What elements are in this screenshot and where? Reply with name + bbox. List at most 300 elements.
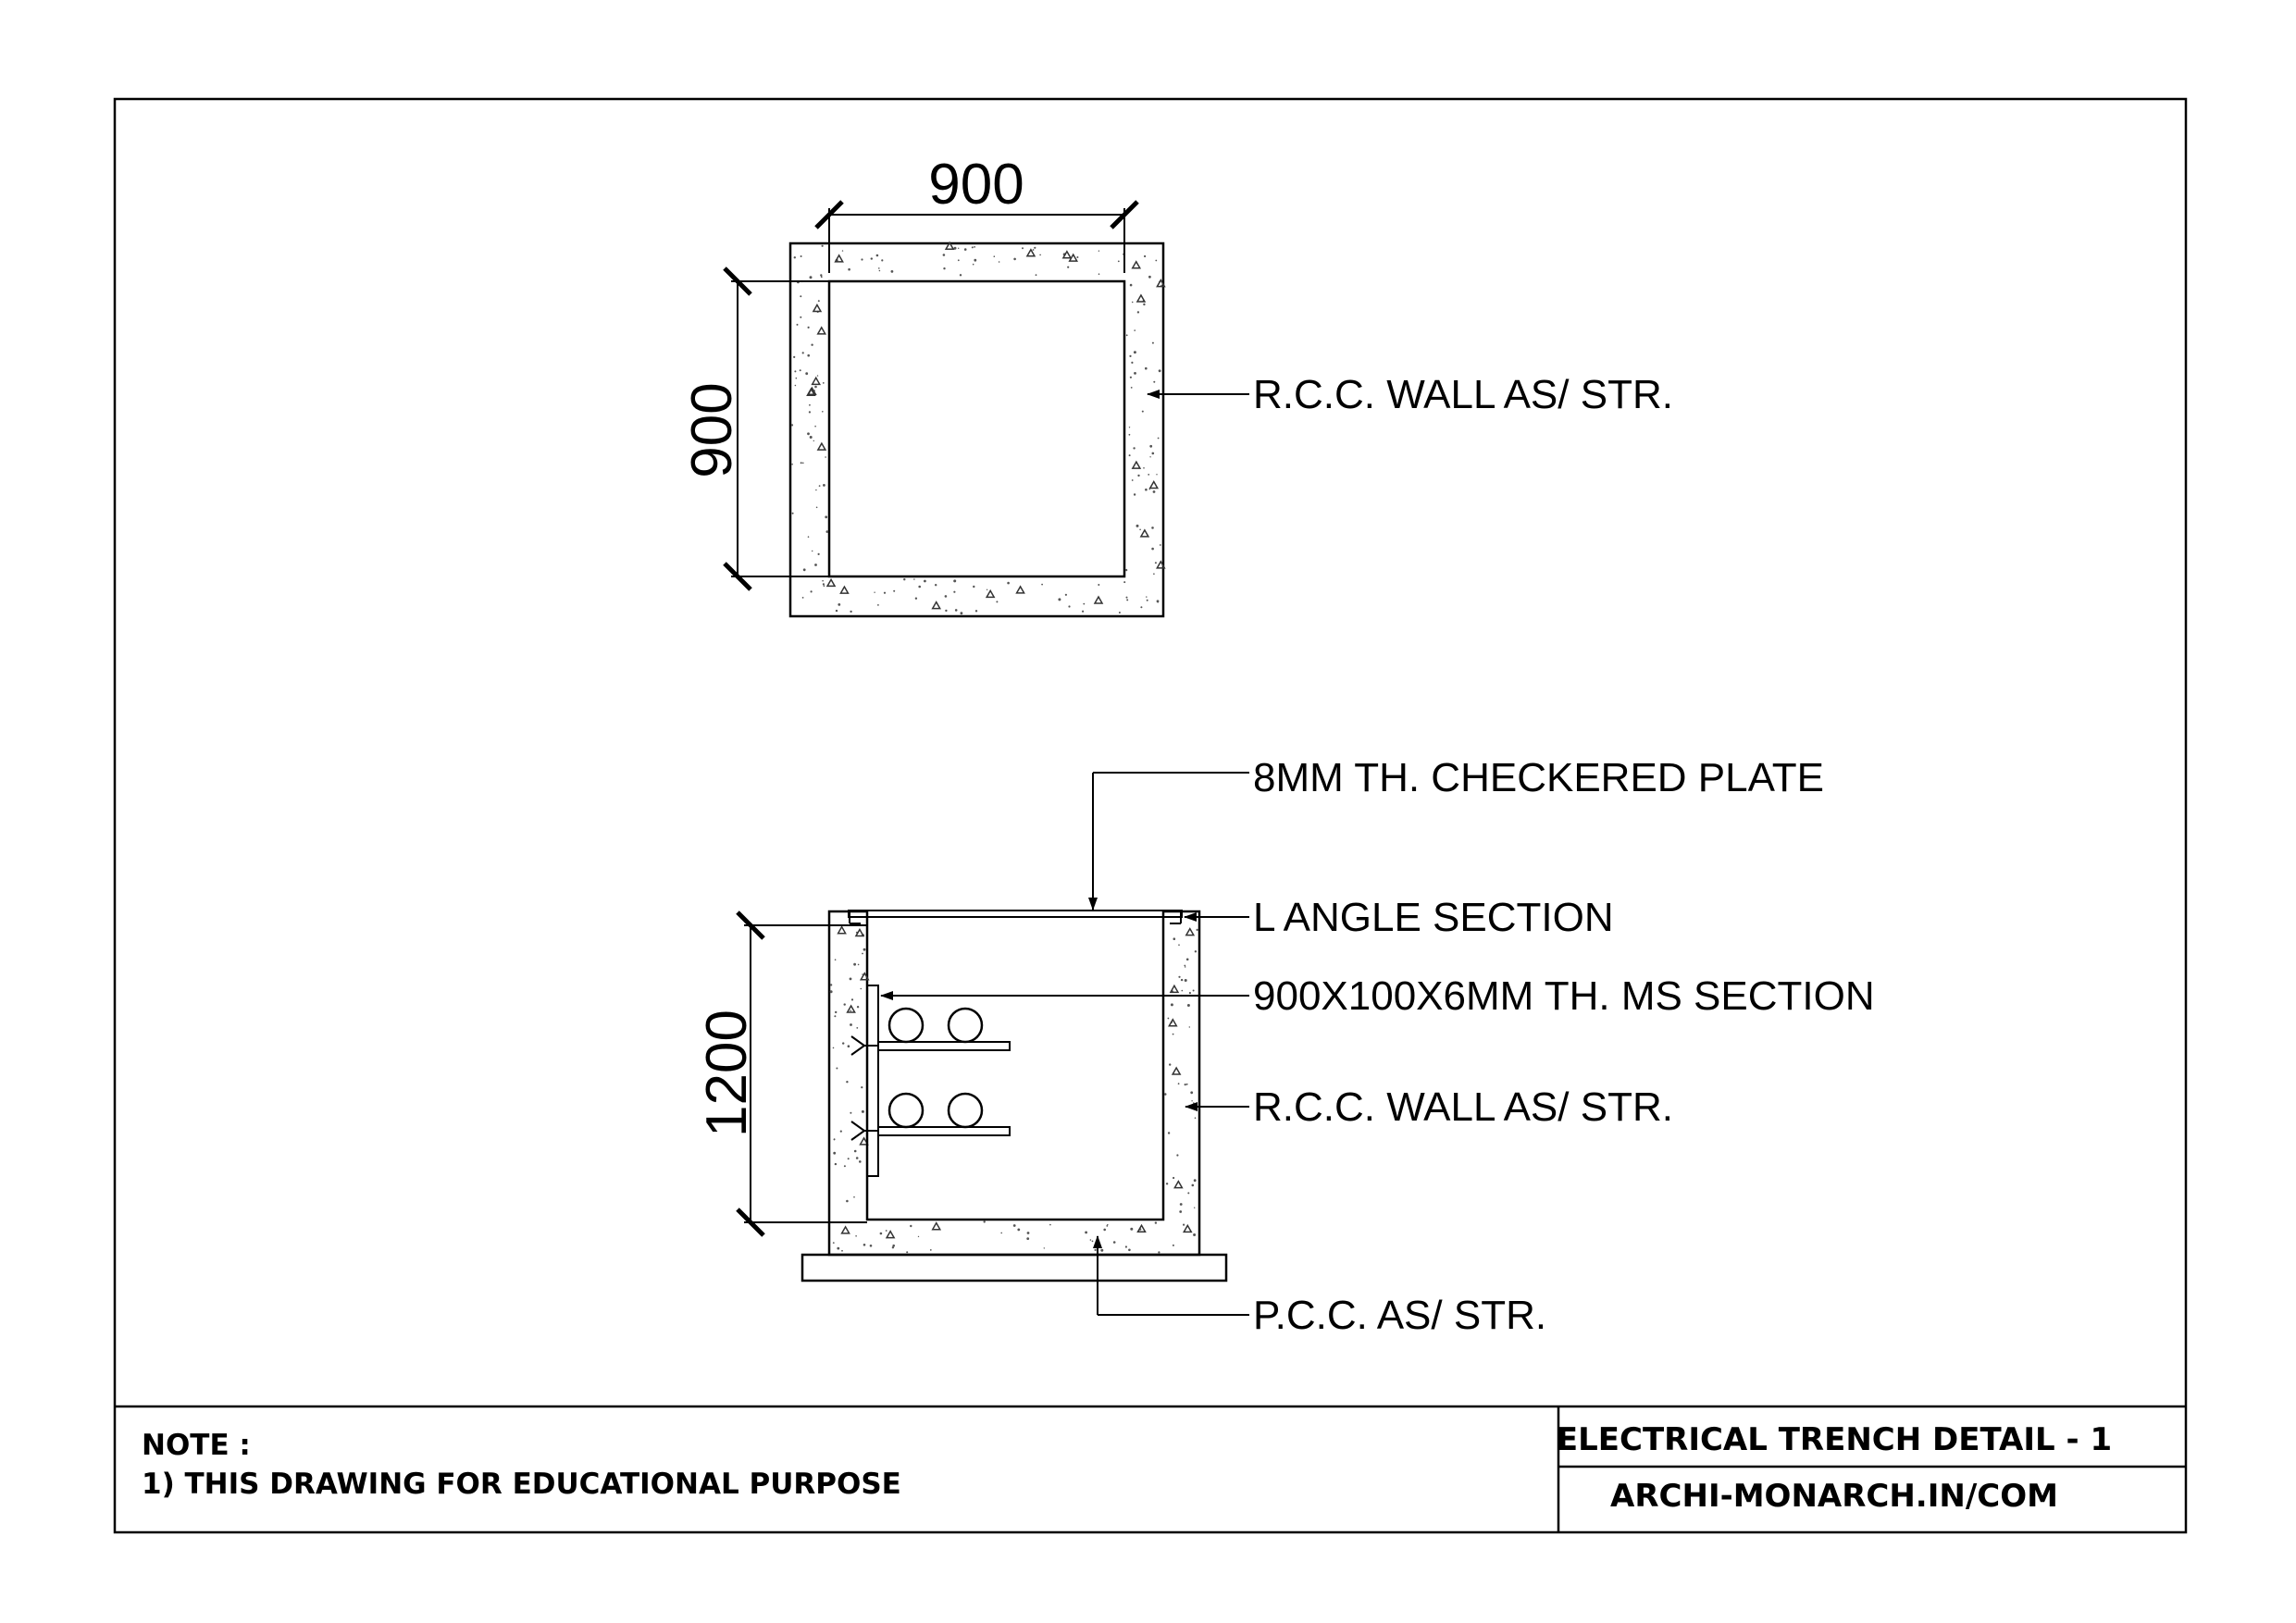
drawing-title: ELECTRICAL TRENCH DETAIL - 1 [1556, 1421, 2113, 1458]
concrete-speck [1119, 612, 1121, 613]
concrete-speck [1126, 334, 1128, 336]
cable [889, 1094, 923, 1127]
concrete-speck [879, 270, 881, 272]
concrete-speck [1152, 452, 1155, 455]
concrete-speck [1136, 525, 1139, 527]
concrete-speck [842, 250, 843, 251]
concrete-speck [1146, 596, 1147, 597]
concrete-speck [918, 1236, 919, 1237]
concrete-speck [822, 580, 824, 582]
concrete-speck [833, 1242, 835, 1244]
concrete-speck [1179, 1210, 1182, 1213]
concrete-speck [1180, 1203, 1183, 1206]
concrete-speck [810, 436, 813, 439]
concrete-speck [1169, 1063, 1171, 1065]
concrete-speck [855, 1235, 857, 1237]
concrete-speck [800, 462, 802, 464]
concrete-speck [1134, 493, 1136, 495]
concrete-speck [823, 382, 825, 384]
concrete-speck [1131, 362, 1133, 364]
concrete-speck [880, 1233, 883, 1235]
concrete-aggregate [818, 443, 825, 450]
concrete-speck [945, 610, 947, 612]
concrete-speck [1034, 247, 1036, 249]
plan-height-dimension [680, 268, 829, 589]
concrete-speck [822, 245, 824, 247]
concrete-speck [796, 378, 798, 379]
concrete-speck [974, 246, 975, 248]
concrete-speck [1100, 1249, 1103, 1252]
concrete-speck [848, 1158, 850, 1159]
concrete-speck [877, 604, 879, 606]
concrete-speck [1142, 411, 1144, 413]
concrete-speck [876, 254, 879, 257]
concrete-speck [1185, 1084, 1186, 1085]
concrete-speck [833, 1152, 836, 1155]
concrete-speck [844, 1003, 846, 1005]
concrete-speck [793, 356, 795, 358]
concrete-speck [915, 598, 917, 600]
concrete-speck [955, 609, 958, 612]
concrete-aggregate [1184, 1225, 1191, 1232]
concrete-speck [999, 261, 1000, 263]
angle-leader [1185, 895, 1614, 940]
concrete-speck [935, 584, 937, 586]
concrete-speck [797, 324, 799, 326]
concrete-speck [953, 579, 956, 582]
concrete-speck [1157, 601, 1159, 603]
concrete-speck [800, 295, 801, 297]
concrete-speck [1134, 351, 1136, 353]
concrete-speck [1173, 1245, 1174, 1246]
concrete-speck [853, 1196, 855, 1198]
concrete-speck [819, 485, 821, 487]
website-label: ARCHI-MONARCH.IN/COM [1610, 1478, 2058, 1515]
concrete-speck [820, 274, 822, 276]
concrete-speck [851, 998, 853, 1000]
concrete-speck [1178, 976, 1180, 978]
concrete-speck [1168, 1132, 1170, 1134]
anchor-bolt-lower [851, 1121, 878, 1140]
concrete-aggregate [813, 378, 820, 384]
concrete-speck [794, 370, 796, 372]
concrete-speck [943, 267, 945, 269]
concrete-speck [1129, 434, 1131, 436]
concrete-speck [1129, 355, 1131, 357]
concrete-speck [1187, 1192, 1189, 1194]
concrete-speck [809, 404, 811, 406]
concrete-speck [818, 553, 820, 555]
concrete-speck [1183, 1224, 1185, 1226]
concrete-speck [891, 270, 894, 273]
plan-height-label: 900 [680, 382, 744, 478]
concrete-speck [1193, 1102, 1195, 1104]
concrete-speck [1125, 569, 1127, 571]
concrete-aggregate [1174, 1182, 1182, 1188]
concrete-speck [1151, 527, 1154, 529]
concrete-speck [1149, 445, 1152, 448]
concrete-speck [913, 578, 914, 579]
concrete-speck [1186, 1084, 1188, 1085]
concrete-speck [814, 564, 817, 566]
concrete-speck [817, 375, 818, 376]
concrete-speck [830, 984, 832, 985]
section-wall-label: R.C.C. WALL AS/ STR. [1253, 1084, 1673, 1130]
concrete-speck [846, 1081, 848, 1083]
concrete-speck [1149, 456, 1150, 457]
concrete-speck [1083, 603, 1085, 605]
concrete-aggregate [1141, 530, 1148, 537]
concrete-speck [1166, 1183, 1168, 1184]
concrete-speck [1082, 611, 1084, 613]
concrete-speck [1195, 1117, 1197, 1119]
concrete-speck [1126, 599, 1128, 601]
cable [949, 1009, 982, 1042]
concrete-speck [878, 267, 880, 269]
ms-section-plate [867, 985, 878, 1176]
concrete-speck [835, 1011, 837, 1013]
concrete-speck [825, 515, 827, 518]
note-heading: NOTE : [142, 1429, 251, 1462]
concrete-aggregate [987, 590, 994, 597]
concrete-speck [1041, 584, 1043, 586]
concrete-speck [1129, 454, 1131, 456]
concrete-speck [1067, 266, 1069, 268]
sheet-border [115, 99, 2186, 1532]
concrete-speck [1137, 311, 1139, 313]
concrete-speck [958, 259, 960, 261]
plan-width-dimension [816, 153, 1137, 273]
concrete-aggregate [1133, 462, 1140, 468]
concrete-speck [1007, 582, 1010, 585]
concrete-speck [854, 1150, 857, 1153]
concrete-speck [850, 1112, 851, 1114]
concrete-speck [853, 963, 856, 966]
concrete-speck [792, 513, 794, 514]
concrete-speck [1095, 1249, 1097, 1251]
concrete-speck [1159, 369, 1161, 372]
concrete-speck [816, 507, 818, 509]
concrete-speck [1151, 548, 1154, 551]
concrete-speck [1125, 1245, 1127, 1247]
concrete-speck [1164, 1093, 1167, 1096]
concrete-speck [945, 595, 948, 598]
trench-wall-section [829, 911, 1199, 1255]
concrete-speck [893, 590, 895, 592]
concrete-speck [802, 597, 804, 599]
concrete-speck [1098, 251, 1099, 252]
concrete-speck [1152, 342, 1154, 344]
concrete-speck [1113, 1241, 1116, 1244]
concrete-speck [1156, 474, 1157, 475]
cable-tray-upper [878, 1042, 1010, 1050]
concrete-speck [1143, 304, 1145, 305]
concrete-speck [814, 386, 817, 389]
concrete-speck [886, 1230, 887, 1232]
concrete-speck [1144, 255, 1146, 257]
concrete-speck [856, 1157, 859, 1159]
pcc-label: P.C.C. AS/ STR. [1253, 1293, 1547, 1338]
concrete-speck [850, 978, 852, 981]
concrete-speck [1128, 1249, 1131, 1252]
concrete-speck [800, 316, 801, 318]
concrete-speck [803, 568, 806, 571]
concrete-speck [823, 583, 825, 585]
cable [889, 1009, 923, 1042]
concrete-speck [836, 1068, 838, 1070]
concrete-aggregate [1095, 597, 1102, 603]
concrete-speck [1173, 937, 1176, 940]
concrete-speck [1013, 258, 1016, 261]
concrete-speck [1145, 489, 1148, 491]
concrete-speck [924, 580, 926, 583]
concrete-speck [1160, 544, 1161, 546]
concrete-speck [1193, 990, 1195, 992]
concrete-speck [1033, 249, 1035, 251]
concrete-speck [1058, 598, 1061, 601]
concrete-speck [974, 259, 976, 262]
concrete-speck [1189, 1026, 1190, 1027]
concrete-speck [1068, 605, 1070, 607]
concrete-speck [830, 990, 833, 993]
plan-outer-wall [790, 243, 1163, 616]
concrete-speck [861, 258, 863, 260]
concrete-speck [836, 610, 838, 612]
concrete-speck [1027, 1232, 1030, 1234]
concrete-speck [1123, 581, 1125, 583]
cable-tray-lower [878, 1127, 1010, 1135]
concrete-speck [943, 254, 946, 256]
concrete-speck [953, 591, 955, 593]
concrete-speck [881, 259, 883, 261]
concrete-speck [838, 603, 840, 606]
concrete-aggregate [1169, 1020, 1176, 1026]
concrete-speck [1195, 950, 1197, 952]
concrete-speck [1190, 1091, 1193, 1094]
concrete-speck [1182, 990, 1184, 992]
concrete-speck [791, 424, 793, 426]
concrete-speck [1148, 276, 1151, 279]
concrete-speck [834, 1138, 836, 1140]
concrete-speck [1022, 247, 1024, 249]
concrete-speck [1132, 479, 1134, 481]
concrete-aggregate [838, 927, 846, 934]
concrete-speck [861, 988, 863, 990]
concrete-speck [1197, 929, 1198, 931]
concrete-speck [844, 1165, 846, 1167]
concrete-speck [818, 300, 820, 302]
concrete-speck [848, 1045, 850, 1047]
concrete-aggregate [1150, 481, 1158, 488]
concrete-speck [1158, 1251, 1160, 1253]
ms-section-leader [881, 973, 1875, 1019]
concrete-speck [1140, 606, 1142, 608]
concrete-speck [791, 464, 793, 465]
concrete-speck [1153, 573, 1155, 575]
concrete-speck [794, 256, 796, 258]
concrete-speck [1026, 1237, 1029, 1240]
pcc-leader [1098, 1236, 1546, 1338]
concrete-speck [807, 432, 810, 435]
concrete-speck [800, 369, 801, 371]
concrete-speck [1118, 261, 1120, 263]
concrete-speck [1132, 302, 1134, 304]
concrete-speck [973, 586, 974, 588]
concrete-speck [1134, 372, 1136, 375]
concrete-speck [850, 611, 851, 613]
concrete-speck [1098, 584, 1099, 586]
concrete-speck [1090, 1239, 1092, 1241]
concrete-speck [871, 257, 873, 259]
concrete-speck [805, 372, 808, 375]
concrete-speck [1065, 594, 1067, 596]
plate-label: 8MM TH. CHECKERED PLATE [1253, 755, 1824, 800]
concrete-speck [825, 456, 826, 458]
concrete-speck [906, 1251, 908, 1253]
concrete-speck [863, 1244, 866, 1246]
concrete-speck [848, 268, 850, 271]
concrete-speck [1189, 992, 1191, 994]
concrete-speck [1134, 329, 1136, 331]
plan-view [680, 153, 1673, 616]
concrete-aggregate [933, 1223, 940, 1230]
concrete-aggregate [933, 602, 940, 609]
concrete-speck [1036, 274, 1037, 276]
concrete-aggregate [887, 1232, 894, 1238]
concrete-speck [834, 1015, 836, 1017]
concrete-speck [1085, 1232, 1087, 1234]
concrete-speck [1076, 256, 1078, 258]
concrete-speck [1103, 1229, 1106, 1232]
concrete-speck [809, 411, 811, 413]
section-height-dimension [695, 912, 867, 1235]
concrete-speck [850, 1023, 852, 1026]
concrete-aggregate [1186, 929, 1194, 935]
checkered-plate [849, 911, 1182, 917]
concrete-speck [1186, 959, 1189, 961]
pcc-base [802, 1255, 1226, 1281]
concrete-speck [1193, 1233, 1196, 1236]
concrete-speck [859, 1160, 862, 1163]
concrete-speck [857, 1006, 859, 1008]
concrete-speck [810, 276, 813, 279]
concrete-aggregate [827, 579, 835, 586]
concrete-speck [1143, 467, 1145, 469]
concrete-speck [1000, 1233, 1002, 1234]
concrete-speck [835, 959, 837, 960]
concrete-speck [1185, 979, 1187, 982]
concrete-speck [1130, 1228, 1133, 1231]
concrete-speck [975, 610, 977, 612]
concrete-aggregate [840, 587, 848, 593]
concrete-speck [1178, 1083, 1180, 1084]
concrete-speck [1092, 1241, 1094, 1243]
concrete-speck [1139, 529, 1141, 531]
concrete-speck [846, 1200, 849, 1203]
concrete-speck [821, 276, 823, 278]
concrete-aggregate [1173, 1068, 1180, 1074]
concrete-speck [833, 1047, 835, 1049]
concrete-speck [824, 585, 825, 587]
concrete-aggregate [1137, 295, 1145, 302]
concrete-speck [984, 1220, 986, 1222]
concrete-speck [800, 255, 802, 257]
plan-wall-leader [1148, 372, 1673, 417]
concrete-aggregate [856, 930, 863, 936]
plan-width-label: 900 [928, 153, 1024, 217]
concrete-aggregate [1133, 262, 1140, 268]
concrete-speck [1039, 254, 1041, 256]
section-height-label: 1200 [695, 1010, 759, 1137]
concrete-speck [802, 463, 804, 465]
section-wall-leader [1185, 1084, 1673, 1130]
concrete-speck [1126, 597, 1128, 599]
concrete-aggregate [848, 1006, 855, 1012]
concrete-speck [961, 612, 963, 614]
concrete-speck [1153, 490, 1156, 493]
concrete-aggregate [842, 1227, 850, 1233]
concrete-speck [1106, 1225, 1108, 1227]
concrete-speck [1147, 600, 1148, 601]
concrete-speck [1184, 965, 1185, 967]
concrete-speck [1017, 1229, 1020, 1232]
concrete-speck [826, 530, 829, 533]
concrete-speck [815, 489, 816, 490]
concrete-speck [835, 1163, 837, 1165]
concrete-speck [1044, 1247, 1045, 1248]
concrete-speck [918, 586, 921, 588]
concrete-speck [884, 592, 886, 594]
note-line-1: 1) THIS DRAWING FOR EDUCATIONAL PURPOSE [142, 1468, 901, 1501]
concrete-speck [1155, 562, 1157, 564]
concrete-aggregate [818, 328, 825, 334]
concrete-speck [814, 426, 816, 427]
anchor-bolt-upper [851, 1036, 878, 1055]
concrete-speck [1145, 367, 1148, 370]
concrete-speck [1049, 1224, 1051, 1226]
concrete-speck [842, 1042, 844, 1044]
section-concrete-hatch [830, 927, 1198, 1254]
plan-inner-opening [829, 281, 1124, 576]
plan-concrete-hatch [791, 242, 1164, 614]
concrete-speck [870, 1245, 873, 1247]
concrete-speck [1173, 1034, 1174, 1035]
concrete-speck [960, 274, 962, 276]
ms-section-label: 900X100X6MM TH. MS SECTION [1253, 973, 1875, 1019]
angle-label: L ANGLE SECTION [1253, 895, 1614, 940]
plan-wall-label: R.C.C. WALL AS/ STR. [1253, 372, 1673, 417]
concrete-speck [1013, 1224, 1016, 1227]
concrete-speck [1137, 475, 1139, 477]
concrete-speck [1194, 1179, 1197, 1182]
concrete-speck [822, 411, 824, 413]
concrete-speck [811, 344, 813, 346]
concrete-speck [964, 248, 967, 251]
concrete-speck [840, 1131, 842, 1133]
concrete-speck [930, 1249, 932, 1251]
concrete-speck [1168, 1018, 1170, 1020]
concrete-aggregate [1138, 1225, 1146, 1232]
concrete-speck [1178, 944, 1180, 946]
concrete-speck [850, 1010, 851, 1011]
concrete-speck [1176, 1154, 1178, 1156]
concrete-speck [1153, 381, 1155, 383]
concrete-speck [874, 592, 875, 593]
concrete-speck [994, 255, 996, 257]
concrete-speck [1130, 377, 1132, 378]
concrete-speck [892, 1246, 894, 1248]
concrete-speck [807, 354, 810, 357]
